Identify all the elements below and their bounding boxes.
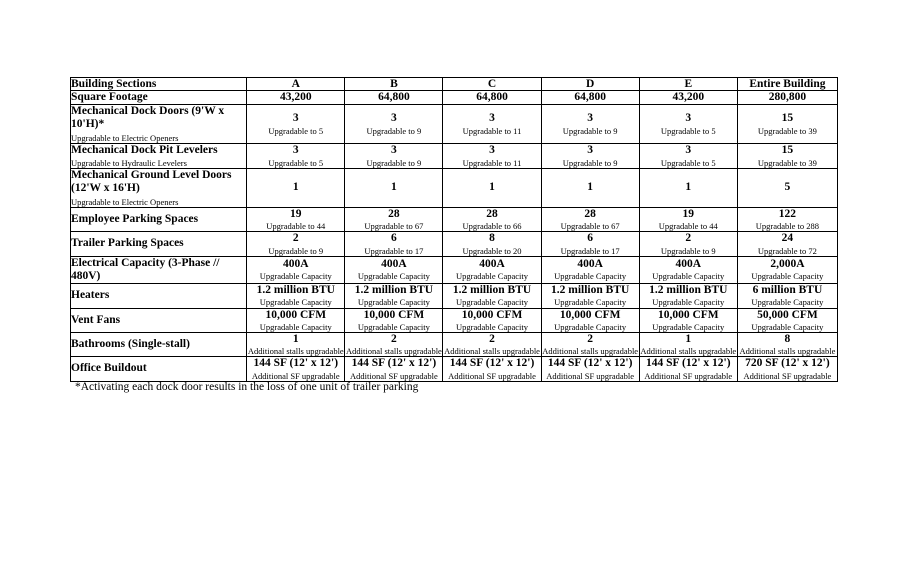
cell-value: 400A [479, 258, 505, 271]
cell-employee-parking-a [247, 207, 345, 231]
cell-value: 15 [781, 112, 794, 125]
cell-subtext: Upgradable Capacity [554, 297, 627, 308]
cell-bathrooms-total [737, 332, 837, 356]
cell-subtext: Upgradable Capacity [554, 321, 627, 332]
cell-subtext: Upgradable to 17 [560, 245, 620, 256]
table-row [71, 169, 838, 208]
cell-value: 6 [587, 232, 594, 245]
row-label-vent-fans [71, 308, 247, 332]
cell-subtext: Upgradable Capacity [652, 321, 725, 332]
cell-dock-doors-e [639, 105, 737, 144]
cell-subtext: Upgradable to 11 [462, 125, 522, 136]
cell-square-footage-e [639, 91, 737, 105]
cell-subtext: Upgradable to 9 [366, 157, 422, 168]
row-label-text: Vent Fans [71, 313, 121, 326]
cell-subtext: Upgradable Capacity [259, 297, 332, 308]
row-label-text: Bathrooms (Single-stall) [71, 338, 190, 351]
row-label-text: Square Footage [71, 91, 148, 103]
cell-electrical-a [247, 256, 345, 283]
cell-subtext: Additional stalls upgradable [739, 346, 836, 357]
header-building-sections: Building Sections [71, 78, 247, 91]
cell-ground-doors-total [737, 169, 837, 208]
cell-subtext: Upgradable to 39 [757, 157, 817, 168]
table-row [71, 207, 838, 231]
header-column-entire-building: Entire Building [737, 78, 837, 91]
cell-office-buildout-c [443, 357, 541, 381]
cell-value: 64,800 [574, 91, 606, 103]
cell-heaters-d [541, 284, 639, 308]
row-sublabel-text: Upgradable to Hydraulic Levelers [71, 158, 187, 169]
cell-value: 3 [685, 112, 692, 125]
cell-value: 3 [587, 144, 594, 157]
cell-square-footage-d [541, 91, 639, 105]
cell-subtext: Upgradable to 44 [658, 221, 718, 232]
cell-employee-parking-c [443, 207, 541, 231]
cell-bathrooms-d [541, 332, 639, 356]
cell-subtext: Upgradable to 9 [562, 125, 618, 136]
cell-trailer-parking-d [541, 232, 639, 256]
table-row [71, 143, 838, 168]
cell-trailer-parking-e [639, 232, 737, 256]
cell-subtext: Additional stalls upgradable [542, 346, 639, 357]
cell-heaters-e [639, 284, 737, 308]
cell-subtext: Upgradable to 67 [560, 221, 620, 232]
cell-office-buildout-b [345, 357, 443, 381]
cell-employee-parking-d [541, 207, 639, 231]
cell-subtext: Upgradable to 5 [268, 157, 324, 168]
cell-subtext: Upgradable to 66 [462, 221, 522, 232]
cell-subtext: Upgradable to 67 [364, 221, 424, 232]
cell-value: 24 [781, 232, 794, 245]
cell-value: 720 SF (12' x 12') [745, 357, 830, 370]
cell-value: 50,000 CFM [757, 308, 818, 321]
row-label-text: Employee Parking Spaces [71, 212, 199, 225]
cell-employee-parking-e [639, 207, 737, 231]
cell-subtext: Upgradable to 44 [266, 221, 326, 232]
cell-value: 2 [489, 332, 495, 345]
cell-value: 1 [489, 181, 495, 194]
cell-heaters-c [443, 284, 541, 308]
cell-bathrooms-a [247, 332, 345, 356]
cell-value: 64,800 [476, 91, 508, 103]
cell-value: 1.2 million BTU [452, 284, 532, 297]
cell-dock-doors-total [737, 105, 837, 144]
cell-subtext: Upgradable Capacity [456, 271, 529, 282]
cell-value: 43,200 [672, 91, 705, 103]
table-row [71, 256, 838, 283]
cell-value: 144 SF (12' x 12') [449, 357, 535, 370]
cell-dock-doors-d [541, 105, 639, 144]
cell-subtext: Upgradable to 5 [660, 125, 716, 136]
cell-value: 43,200 [279, 91, 312, 103]
row-label-text: Trailer Parking Spaces [71, 237, 184, 250]
table-row [71, 105, 838, 144]
row-label-mechanical-dock-doors [71, 105, 247, 144]
cell-subtext: Upgradable Capacity [259, 321, 332, 332]
cell-square-footage-a [247, 91, 345, 105]
cell-value: 400A [675, 258, 702, 271]
table-row [71, 332, 838, 356]
cell-subtext: Upgradable to 9 [366, 125, 422, 136]
cell-trailer-parking-a [247, 232, 345, 256]
row-label-square-footage [71, 91, 247, 105]
row-label-text: Heaters [71, 289, 110, 302]
cell-vent-fans-b [345, 308, 443, 332]
cell-value: 1.2 million BTU [354, 284, 434, 297]
row-label-heaters [71, 284, 247, 308]
cell-value: 6 [391, 232, 397, 245]
cell-value: 10,000 CFM [461, 308, 523, 321]
cell-subtext: Upgradable Capacity [751, 297, 824, 308]
cell-value: 122 [778, 207, 797, 220]
cell-subtext: Upgradable Capacity [751, 271, 824, 282]
cell-bathrooms-b [345, 332, 443, 356]
cell-subtext: Additional stalls upgradable [247, 346, 344, 357]
cell-electrical-c [443, 256, 541, 283]
cell-subtext: Additional SF upgradable [743, 370, 832, 381]
cell-value: 2,000A [770, 258, 805, 271]
cell-subtext: Upgradable to 9 [562, 157, 618, 168]
cell-value: 400A [283, 258, 309, 271]
cell-value: 10,000 CFM [657, 308, 719, 321]
cell-subtext: Additional stalls upgradable [640, 346, 737, 357]
cell-subtext: Additional SF upgradable [349, 370, 438, 381]
row-sublabel-text: Upgradable to Electric Openers [71, 196, 179, 207]
cell-subtext: Upgradable Capacity [357, 321, 430, 332]
cell-square-footage-b [345, 91, 443, 105]
cell-value: 2 [587, 332, 594, 345]
cell-office-buildout-a [247, 357, 345, 381]
cell-value: 28 [486, 207, 498, 220]
table-row [71, 357, 838, 381]
table-header-row [71, 78, 838, 91]
cell-value: 2 [685, 232, 692, 245]
cell-value: 2 [391, 332, 397, 345]
table-body [71, 91, 838, 382]
cell-vent-fans-a [247, 308, 345, 332]
cell-subtext: Upgradable Capacity [554, 271, 627, 282]
cell-value: 8 [489, 232, 495, 245]
cell-subtext: Additional SF upgradable [251, 370, 340, 381]
cell-ground-doors-a [247, 169, 345, 208]
header-column-c: C [443, 78, 541, 91]
row-label-text: Office Buildout [71, 362, 147, 375]
cell-value: 3 [292, 144, 299, 157]
cell-square-footage-c [443, 91, 541, 105]
cell-value: 1 [587, 181, 594, 194]
cell-ground-doors-c [443, 169, 541, 208]
cell-electrical-total [737, 256, 837, 283]
cell-subtext: Upgradable to 288 [755, 221, 820, 232]
cell-vent-fans-c [443, 308, 541, 332]
building-specs-table-container [70, 77, 838, 382]
cell-value: 8 [784, 332, 791, 345]
cell-subtext: Additional SF upgradable [644, 370, 733, 381]
header-column-a: A [247, 78, 345, 91]
cell-pit-levelers-b [345, 143, 443, 168]
cell-value: 64,800 [378, 91, 410, 103]
cell-trailer-parking-total [737, 232, 837, 256]
cell-vent-fans-e [639, 308, 737, 332]
cell-value: 10,000 CFM [363, 308, 425, 321]
cell-dock-doors-c [443, 105, 541, 144]
cell-trailer-parking-c [443, 232, 541, 256]
cell-value: 19 [290, 207, 302, 220]
cell-value: 6 million BTU [752, 284, 823, 297]
cell-subtext: Upgradable to 17 [364, 245, 424, 256]
cell-value: 10,000 CFM [559, 308, 621, 321]
cell-value: 3 [489, 112, 495, 125]
cell-subtext: Upgradable to 5 [268, 125, 324, 136]
cell-employee-parking-b [345, 207, 443, 231]
row-sublabel-text: Upgradable to Electric Openers [71, 132, 179, 143]
row-label-bathrooms [71, 332, 247, 356]
cell-office-buildout-e [639, 357, 737, 381]
cell-pit-levelers-d [541, 143, 639, 168]
cell-value: 400A [381, 258, 407, 271]
cell-value: 400A [577, 258, 603, 271]
cell-subtext: Additional stalls upgradable [444, 346, 540, 357]
row-label-text: Mechanical Dock Pit Levelers [71, 143, 218, 156]
cell-value: 10,000 CFM [265, 308, 327, 321]
cell-value: 1.2 million BTU [551, 284, 630, 297]
cell-subtext: Upgradable to 20 [462, 245, 522, 256]
cell-value: 1 [292, 332, 299, 345]
cell-subtext: Upgradable Capacity [357, 271, 430, 282]
row-label-office-buildout [71, 357, 247, 381]
cell-value: 1.2 million BTU [256, 284, 335, 297]
table-row [71, 308, 838, 332]
cell-subtext: Upgradable Capacity [456, 321, 529, 332]
cell-bathrooms-e [639, 332, 737, 356]
cell-value: 19 [682, 207, 695, 220]
cell-electrical-e [639, 256, 737, 283]
cell-value: 1 [391, 181, 397, 194]
cell-office-buildout-d [541, 357, 639, 381]
cell-ground-doors-b [345, 169, 443, 208]
row-label-dock-pit-levelers [71, 143, 247, 168]
cell-value: 1 [685, 181, 692, 194]
cell-office-buildout-total [737, 357, 837, 381]
cell-value: 1 [292, 181, 299, 194]
cell-subtext: Upgradable to 11 [462, 157, 522, 168]
cell-pit-levelers-a [247, 143, 345, 168]
cell-value: 28 [388, 207, 400, 220]
table-row [71, 284, 838, 308]
cell-value: 144 SF (12' x 12') [646, 357, 731, 370]
cell-value: 144 SF (12' x 12') [351, 357, 437, 370]
cell-value: 5 [784, 181, 791, 194]
footnote: *Activating each dock door results in the loss of one unit of trailer parking [75, 381, 419, 393]
cell-value: 3 [489, 144, 495, 157]
cell-value: 144 SF (12' x 12') [547, 357, 633, 370]
cell-ground-doors-e [639, 169, 737, 208]
cell-vent-fans-total [737, 308, 837, 332]
cell-subtext: Additional SF upgradable [546, 370, 635, 381]
cell-subtext: Upgradable to 5 [660, 157, 716, 168]
cell-subtext: Upgradable Capacity [751, 321, 824, 332]
cell-value: 15 [781, 144, 794, 157]
row-label-electrical-capacity [71, 256, 247, 283]
cell-value: 3 [587, 112, 594, 125]
cell-value: 3 [391, 112, 397, 125]
cell-value: 28 [584, 207, 596, 220]
row-label-ground-level-doors [71, 169, 247, 208]
cell-heaters-a [247, 284, 345, 308]
row-label-text: Mechanical Ground Level Doors (12'W x 16'H) [71, 169, 232, 195]
cell-value: 3 [391, 144, 397, 157]
table-row [71, 91, 838, 105]
row-label-text: Electrical Capacity (3-Phase // 480V) [71, 256, 220, 282]
cell-value: 144 SF (12' x 12') [253, 357, 339, 370]
cell-pit-levelers-c [443, 143, 541, 168]
cell-vent-fans-d [541, 308, 639, 332]
cell-value: 280,800 [768, 91, 807, 103]
cell-ground-doors-d [541, 169, 639, 208]
cell-value: 1.2 million BTU [649, 284, 728, 297]
table-row [71, 232, 838, 256]
cell-value: 3 [685, 144, 692, 157]
cell-subtext: Upgradable to 72 [757, 245, 817, 256]
cell-pit-levelers-total [737, 143, 837, 168]
cell-heaters-b [345, 284, 443, 308]
cell-value: 2 [292, 232, 299, 245]
row-label-trailer-parking [71, 232, 247, 256]
cell-subtext: Upgradable Capacity [652, 297, 725, 308]
cell-square-footage-total [737, 91, 837, 105]
cell-subtext: Upgradable to 9 [268, 245, 324, 256]
cell-value: 3 [292, 112, 299, 125]
header-column-d: D [541, 78, 639, 91]
cell-electrical-d [541, 256, 639, 283]
header-column-e: E [639, 78, 737, 91]
cell-bathrooms-c [443, 332, 541, 356]
cell-subtext: Upgradable to 39 [757, 125, 817, 136]
cell-value: 1 [685, 332, 692, 345]
cell-trailer-parking-b [345, 232, 443, 256]
cell-subtext: Upgradable Capacity [456, 297, 529, 308]
cell-electrical-b [345, 256, 443, 283]
cell-dock-doors-b [345, 105, 443, 144]
cell-dock-doors-a [247, 105, 345, 144]
header-column-b: B [345, 78, 443, 91]
row-label-employee-parking [71, 207, 247, 231]
cell-subtext: Upgradable Capacity [357, 297, 430, 308]
cell-subtext: Additional SF upgradable [448, 370, 536, 381]
cell-subtext: Upgradable Capacity [259, 271, 332, 282]
building-specs-table [70, 77, 838, 382]
cell-subtext: Additional stalls upgradable [345, 346, 442, 357]
cell-pit-levelers-e [639, 143, 737, 168]
cell-heaters-total [737, 284, 837, 308]
row-label-text: Mechanical Dock Doors (9'W x 10'H)* [71, 105, 225, 131]
cell-employee-parking-total [737, 207, 837, 231]
cell-subtext: Upgradable to 9 [660, 245, 716, 256]
cell-subtext: Upgradable Capacity [652, 271, 725, 282]
